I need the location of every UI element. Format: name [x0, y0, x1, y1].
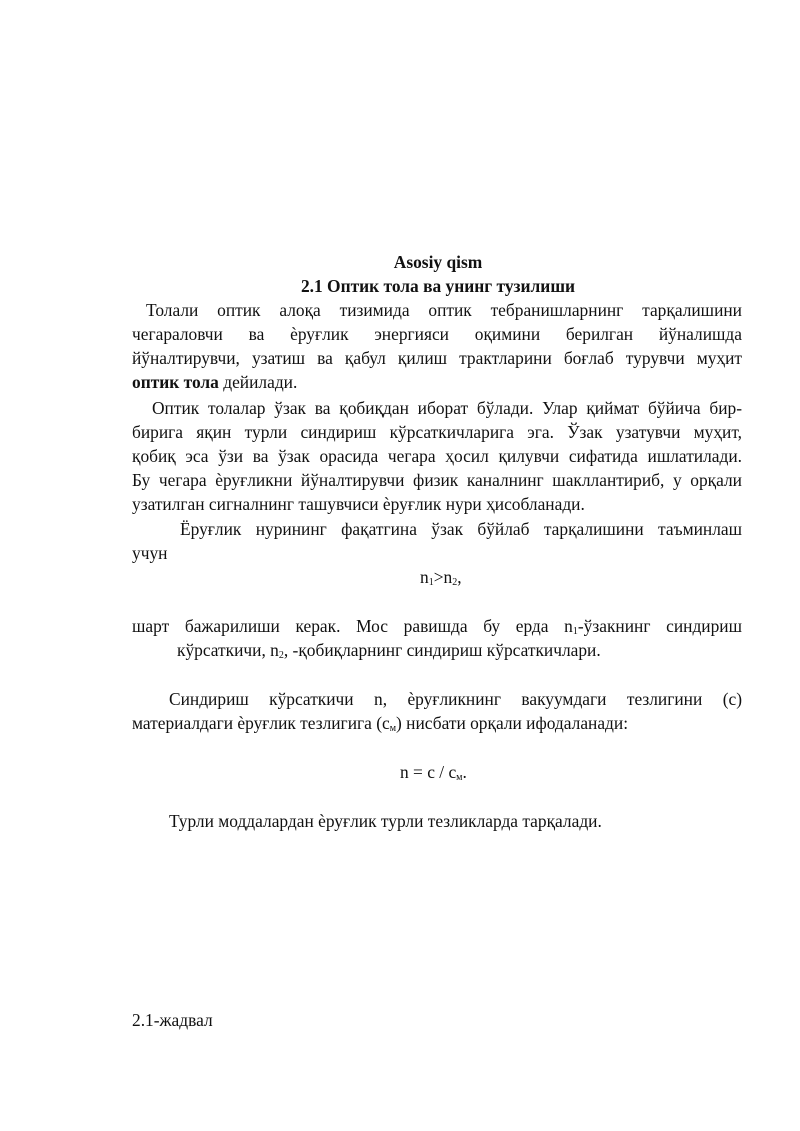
para5-line2: материалдаги ѐруғлик тезлигига $(с_м)$ нисбати орқали ифодаланади:	[132, 713, 629, 734]
para2-line2: бирига яқин турли синдириш кўрсаткичларига эга. Ўзак узатувчи муҳит,	[132, 422, 742, 442]
table-caption: 2.1-жадвал	[132, 1010, 213, 1030]
main-heading: Asosiy qism	[393, 252, 483, 272]
para2-line1: Оптик толалар ўзак ва қобиқдан иборат бўлади. Улар қиймат бўйича бир-	[152, 398, 742, 418]
para2-line5: узатилган сигналнинг ташувчиси ѐруғлик нури ҳисобланади.	[132, 494, 585, 514]
para1-line3: йўналтирувчи, узатиш ва қабул қилиш трактларини боғлаб турувчи муҳит	[132, 348, 742, 368]
para4-line2: кўрсаткичи, $n_2$, -қобиқларнинг синдириш кўрсаткичлари.	[177, 640, 601, 661]
para1-line4-rest: дейилади.	[218, 372, 298, 392]
para4-line1: шарт бажарилиши керак. Мос равишда бу ерда $n_1$-ўзакнинг синдириш	[132, 616, 742, 637]
formula-n1-gt-n2: $n_1>n_2$,	[420, 567, 462, 588]
para6-line1: Турли моддалардан ѐруғлик турли тезликларда тарқалади.	[169, 811, 602, 831]
para1-line1: Толали оптик алоқа тизимида оптик тебранишларнинг тарқалишини	[146, 300, 742, 320]
para1-line2: чегараловчи ва ѐруғлик энергияси оқимини берилган йўналишда	[132, 324, 742, 344]
para2-line4: Бу чегара ѐруғликни йўналтирувчи физик каналнинг шакллантириб, у орқали	[132, 470, 742, 490]
para3-line1: Ёруғлик нурининг фақатгина ўзак бўйлаб тарқалишини таъминлаш	[180, 519, 742, 539]
para3-line2: учун	[132, 543, 168, 563]
section-heading: 2.1 Оптик тола ва унинг тузилиши	[300, 276, 576, 296]
formula-n-equals-c-over-cm: $n = c / c_м$.	[400, 762, 467, 783]
para5-line1: Синдириш кўрсаткичи n, ѐруғликнинг вакуумдаги тезлигини (с)	[169, 689, 742, 709]
para1-line4	[132, 371, 297, 393]
term-optical-fiber: оптик тола	[132, 372, 219, 392]
para2-line3: қобиқ эса ўзи ва ўзак орасида чегара ҳосил қилувчи сифатида ишлатилади.	[132, 446, 742, 466]
